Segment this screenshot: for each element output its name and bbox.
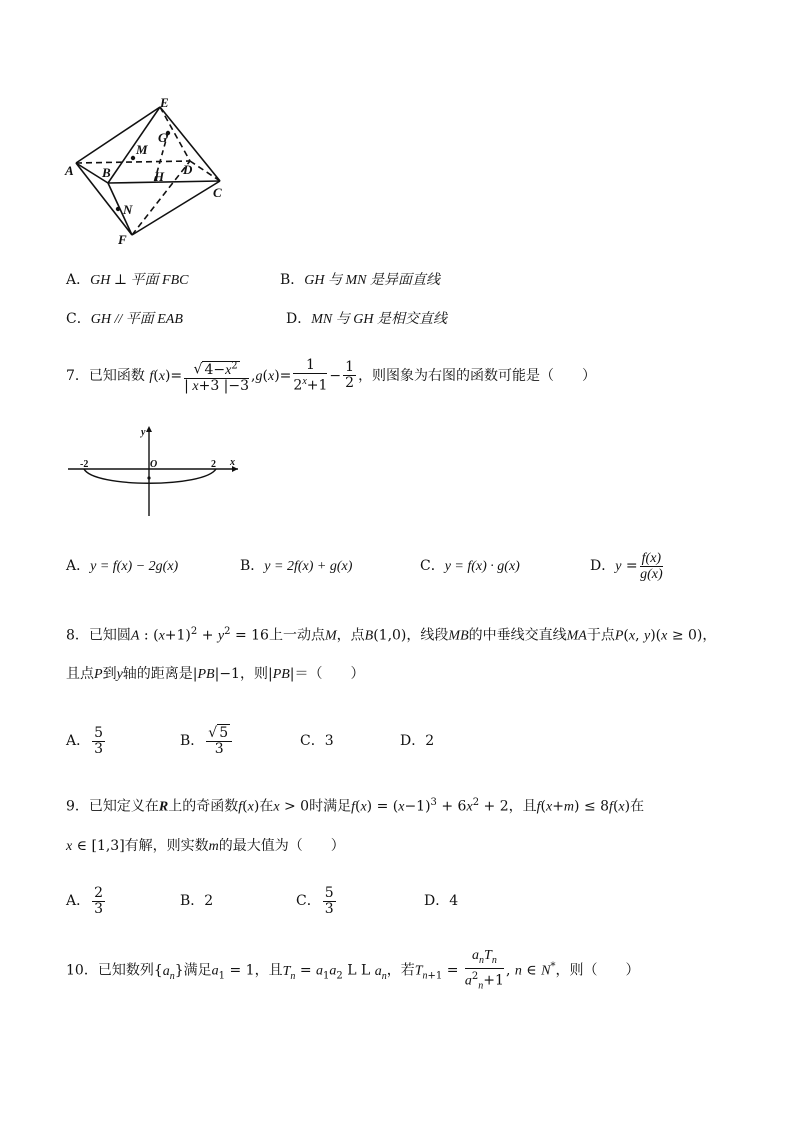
q9-option-a[interactable]: A． $\frac{2}{3}$: [66, 884, 104, 917]
q7-f-fraction: $\frac{√ 4-x^2}{| x+3 |-3}$: [184, 360, 250, 394]
q7-option-d[interactable]: D．y = $\frac{f(x)}{g(x)}$: [590, 550, 663, 582]
q7-graph-y: y: [141, 427, 146, 438]
q9-number: 9．: [66, 798, 89, 815]
q10-stem: 10．已知数列$\{a_n\}$满足$a_1 = 1$，且$T_n = a_1a_2$ L L $a_n$，若$T_{n+1}$ = $\frac{a_nT_n}{a^2_n+1}$ , n ∈ N*，则（ ）: [66, 948, 640, 992]
q8-number: 8．: [66, 627, 89, 644]
q9-option-d[interactable]: D．4: [424, 893, 459, 909]
q8-option-d[interactable]: D．2: [400, 733, 435, 749]
q8-option-a[interactable]: A． $\frac{5}{3}$: [66, 724, 104, 757]
q9-option-c[interactable]: C． $\frac{5}{3}$: [296, 884, 334, 917]
q9-option-b[interactable]: B．2: [180, 893, 214, 909]
label-H: H: [154, 169, 165, 184]
q7-g-fraction: $\frac{1}{2^x+1}$: [293, 357, 328, 394]
q7-f-def: f: [149, 368, 154, 384]
label-B: B: [102, 165, 111, 180]
q6-option-d[interactable]: D．MN 与 GH 是相交直线: [286, 311, 447, 327]
solid-figure: [60, 95, 240, 250]
q7-stem: 7．已知函数 f(x)= $\frac{√ 4-x^2}{| x+3 |-3}$ ,g(x)= $\frac{1}{2^x+1}$ − $\frac{1}{2}$ ，则图象为右图的函数可能是（ ）: [66, 357, 597, 394]
q9-stem-line1: 9．已知定义在R上的奇函数f(x)在x > 0时满足$f(x) = (x-1)^3 + 6x^2 + 2$，且f(x+m) ≤ 8f(x)在: [66, 797, 645, 815]
q8-option-c[interactable]: C．3: [300, 733, 334, 749]
q7-number: 7．: [66, 367, 89, 384]
q8-stem-line1: 8．已知圆A : $(x+1)^2 + y^2 = 16$上一动点M，点B(1,0)，线段MB的中垂线交直线MA于点P(x, y)(x ≥ 0)，: [66, 626, 717, 644]
label-M: M: [136, 142, 148, 157]
q7-option-b[interactable]: B．y = 2f(x) + g(x): [240, 558, 353, 574]
label-N: N: [123, 202, 133, 217]
label-F: F: [118, 232, 127, 247]
q7-graph-x: x: [230, 457, 235, 468]
q8-option-b[interactable]: B． $\frac{√ 5}{3}$: [180, 722, 234, 760]
label-G: G: [158, 130, 168, 145]
q7-graph-origin: O: [150, 459, 158, 470]
q10-number: 10．: [66, 962, 98, 979]
q6-option-b[interactable]: B．GH 与 MN 是异面直线: [280, 272, 441, 288]
q6-option-c[interactable]: C．GH // 平面 EAB: [66, 311, 183, 327]
label-C: C: [213, 185, 222, 200]
label-D: D: [183, 162, 193, 177]
q7-option-a[interactable]: A．y = f(x) − 2g(x): [66, 558, 179, 574]
q6-option-a[interactable]: A．GH ⊥ 平面 FBC: [66, 272, 189, 288]
q7-graph-neg2: -2: [80, 459, 89, 470]
q9-stem-line2: x ∈ [1,3]有解，则实数m的最大值为（ ）: [66, 838, 345, 854]
q7-option-c[interactable]: C．y = f(x) · g(x): [420, 558, 520, 574]
q7-graph: [64, 422, 244, 520]
label-A: A: [65, 163, 74, 178]
q7-graph-pos2: 2: [211, 459, 216, 470]
label-E: E: [160, 95, 169, 110]
q8-stem-line2: 且点P到y轴的距离是|PB|−1，则|PB|＝（ ）: [66, 666, 365, 682]
